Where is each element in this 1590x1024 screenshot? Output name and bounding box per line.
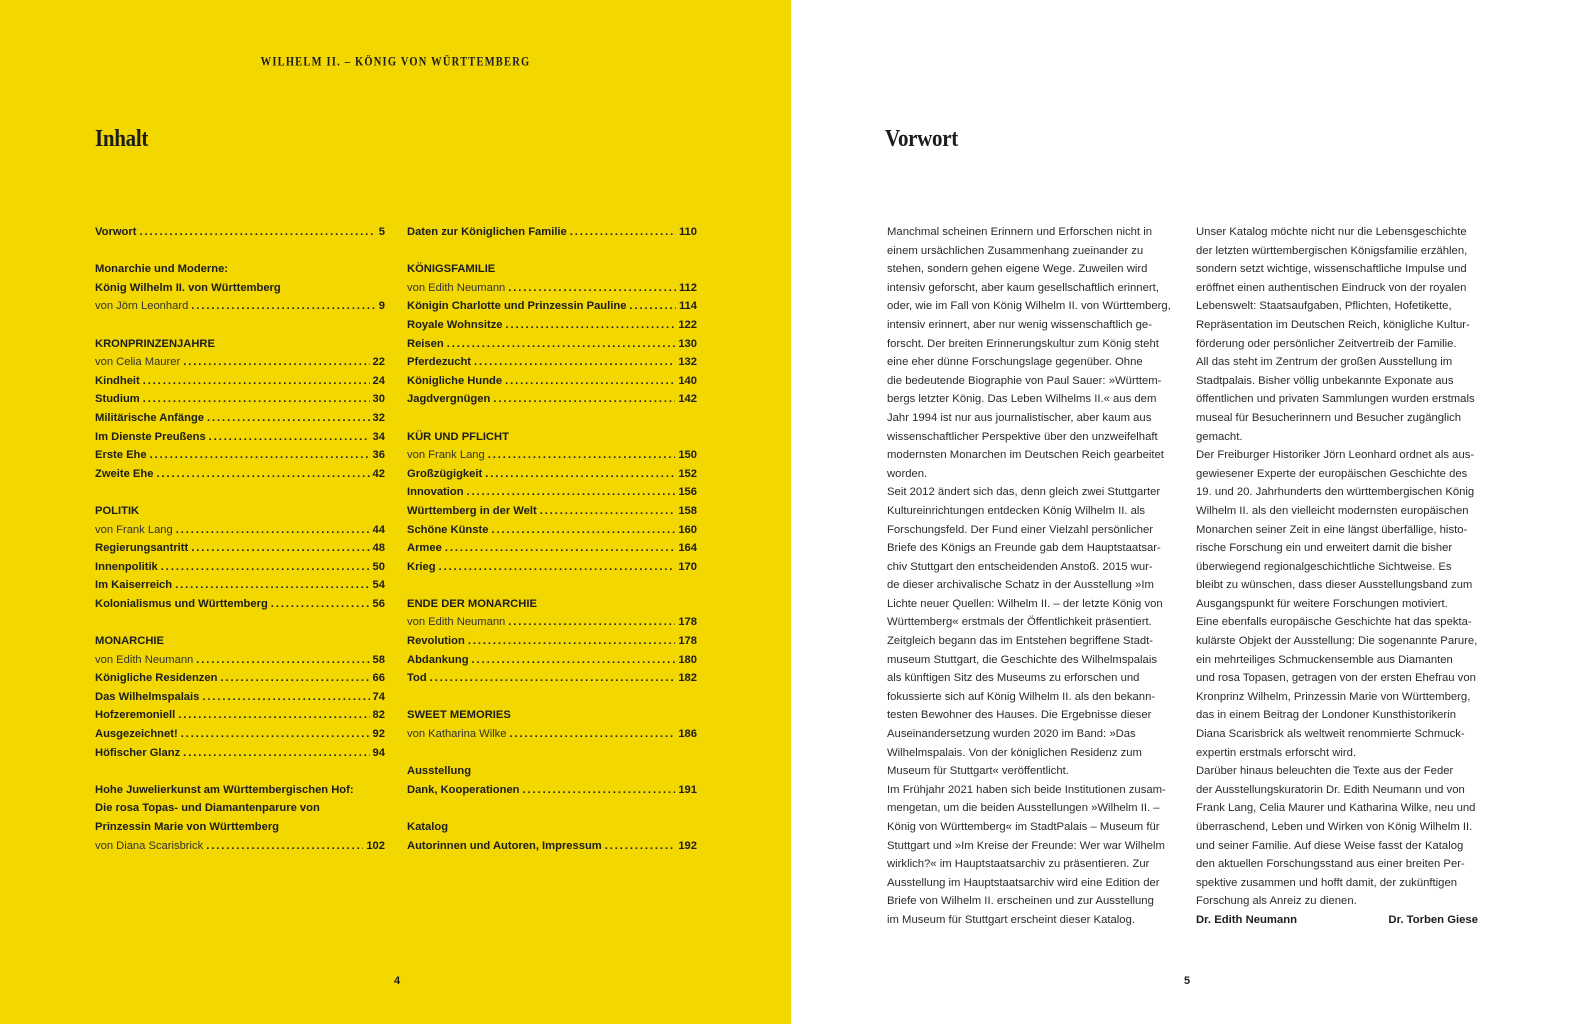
toc-entry-page: 191 bbox=[678, 783, 697, 796]
toc-entry-page: 180 bbox=[678, 653, 697, 666]
toc-heading: POLITIK bbox=[95, 504, 140, 517]
foreword-line: das in einem Beitrag der Londoner Kunsthistorikerin bbox=[1196, 709, 1456, 722]
toc-entry[interactable] bbox=[95, 539, 385, 558]
toc-entry-title: Innenpolitik bbox=[95, 560, 158, 573]
foreword-line: oder, wie im Fall von König Wilhelm II. von Württemberg, bbox=[887, 300, 1171, 313]
foreword-line: Kultureinrichtungen entdecken König Wilhelm II. als bbox=[887, 504, 1146, 517]
foreword-line: Im Frühjahr 2021 haben sich beide Institutionen zusam- bbox=[887, 783, 1166, 796]
toc-entry-title: von Diana Scarisbrick bbox=[95, 839, 204, 852]
toc-entry-page: 56 bbox=[372, 597, 385, 610]
foreword-line: intensiv geforscht, aber kaum gesellschaftlich erinnert, bbox=[887, 281, 1159, 294]
signatures bbox=[1196, 911, 1478, 930]
foreword-line: fokussierte sich auf König Wilhelm II. als den bekann- bbox=[887, 690, 1156, 703]
page-title-inhalt: Inhalt bbox=[95, 124, 149, 152]
running-head: WILHELM II. – KÖNIG VON WÜRTTEMBERG bbox=[260, 56, 531, 69]
toc-entry-title: Innovation bbox=[407, 486, 464, 499]
toc-entry-page: 114 bbox=[678, 300, 697, 313]
toc-heading: Prinzessin Marie von Württemberg bbox=[95, 821, 280, 833]
toc-entry[interactable] bbox=[95, 576, 385, 595]
toc-entry-title: Ausgezeichnet! bbox=[95, 728, 178, 741]
foreword-line: modernsten Monarchen im Deutschen Reich gearbeitet bbox=[887, 449, 1164, 462]
toc-spacer bbox=[407, 576, 697, 595]
toc-entry-title: Regierungsantritt bbox=[95, 542, 189, 555]
dot-leader bbox=[510, 725, 676, 744]
toc-heading: Ausstellung bbox=[407, 765, 472, 778]
dot-leader bbox=[430, 669, 676, 688]
toc-entry-page: 158 bbox=[678, 504, 697, 517]
toc-entry-page: 164 bbox=[678, 542, 697, 555]
toc-entry-page: 36 bbox=[372, 449, 385, 462]
toc-heading: KÖNIGSFAMILIE bbox=[407, 263, 496, 276]
toc-entry[interactable] bbox=[95, 725, 385, 744]
foreword-line: eine eher dünne Forschungslage gegenüber. Ohne bbox=[887, 356, 1143, 369]
toc-entry-title: Im Dienste Preußens bbox=[95, 430, 206, 443]
dot-leader bbox=[181, 725, 370, 744]
foreword-line: wirklich?« im Hauptstaatsarchiv zu präsentieren. Zur bbox=[887, 858, 1150, 871]
dot-leader bbox=[523, 781, 676, 800]
toc-entry-title: Reisen bbox=[407, 337, 444, 350]
dot-leader bbox=[161, 558, 370, 577]
toc-entry-title: Abdankung bbox=[407, 653, 469, 666]
foreword-line: expertin erstmals erforscht wird. bbox=[1196, 746, 1357, 759]
toc-entry[interactable] bbox=[95, 353, 385, 372]
toc-entry-title: Im Kaiserreich bbox=[95, 579, 173, 592]
dot-leader bbox=[491, 521, 675, 540]
foreword-line: im Museum für Stuttgart erscheint dieser Katalog. bbox=[887, 913, 1136, 926]
toc-heading: KRONPRINZENJAHRE bbox=[95, 337, 215, 350]
foreword-line: kulärste Objekt der Ausstellung: Die sogenannte Parure, bbox=[1196, 635, 1478, 648]
foreword-line: mengetan, um die beiden Ausstellungen »Wilhelm II. – bbox=[887, 802, 1160, 815]
dot-leader bbox=[467, 483, 676, 502]
toc-entry[interactable] bbox=[95, 688, 385, 707]
toc-entry[interactable] bbox=[407, 279, 697, 298]
toc-entry[interactable] bbox=[407, 316, 697, 335]
foreword-line: Stadtpalais. Bisher völlig unbekannte Exponate aus bbox=[1196, 374, 1454, 387]
toc-entry-page: 66 bbox=[372, 672, 385, 685]
foreword-line: de dieser archivalische Schatz in der Ausstellung »Im bbox=[887, 579, 1154, 592]
toc-column-2 bbox=[407, 223, 697, 855]
toc-entry-page: 5 bbox=[378, 226, 385, 238]
toc-heading: Monarchie und Moderne: bbox=[95, 263, 229, 276]
toc-entry-page: 122 bbox=[678, 318, 697, 331]
toc-entry[interactable] bbox=[407, 223, 697, 242]
foreword-line: museal für Besucherinnern und Besucher zugänglich bbox=[1196, 411, 1462, 424]
toc-entry-page: 142 bbox=[678, 393, 697, 406]
toc-entry-page: 58 bbox=[372, 653, 385, 666]
toc-entry-page: 30 bbox=[372, 393, 385, 406]
toc-entry[interactable] bbox=[407, 390, 697, 409]
foreword-line: als künftigen Sitz des Museums zu erforschen und bbox=[887, 672, 1140, 685]
page-number-left: 4 bbox=[394, 975, 401, 987]
foreword-line: Jahr 1994 ist nur aus journalistischer, aber kaum aus bbox=[887, 411, 1152, 424]
foreword-line: forscht. Der breiten Erinnerungskultur zum König steht bbox=[887, 337, 1159, 350]
foreword-line: eröffnet einen authentischen Eindruck von der royalen bbox=[1196, 281, 1467, 294]
foreword-line: Ausgangspunkt für weitere Forschungen motiviert. bbox=[1196, 597, 1448, 610]
toc-spacer bbox=[407, 744, 697, 763]
toc-entry-title: von Frank Lang bbox=[95, 523, 173, 536]
toc-entry[interactable] bbox=[407, 335, 697, 354]
dot-leader bbox=[139, 223, 375, 242]
toc-entry-title: Erste Ehe bbox=[95, 449, 147, 462]
signature-name: Dr. Edith Neumann bbox=[1196, 913, 1298, 926]
foreword-line: worden. bbox=[887, 467, 928, 480]
toc-entry[interactable] bbox=[95, 409, 385, 428]
toc-entry-page: 130 bbox=[678, 337, 697, 350]
dot-leader bbox=[508, 279, 676, 298]
foreword-line: gemacht. bbox=[1196, 430, 1243, 443]
toc-entry-title: von Katharina Wilke bbox=[407, 728, 507, 741]
foreword-line: Repräsentation im Deutschen Reich, königliche Kultur- bbox=[1196, 318, 1470, 331]
foreword-line: einem ursächlichen Zusammenhang zueinander zu bbox=[887, 244, 1144, 257]
dot-leader bbox=[209, 428, 370, 447]
toc-entry-title: von Edith Neumann bbox=[95, 653, 194, 666]
foreword-line: Seit 2012 ändert sich das, denn gleich zwei Stuttgarter bbox=[887, 486, 1161, 499]
foreword-line: museum Stuttgart, die Geschichte des Wilhelmspalais bbox=[887, 653, 1157, 666]
foreword-line: bleibt zu wünschen, dass dieser Ausstellungsband zum bbox=[1196, 579, 1473, 592]
dot-leader bbox=[150, 446, 370, 465]
toc-entry-title: Königliche Residenzen bbox=[95, 672, 218, 685]
foreword-line: Auseinandersetzung wurden 2020 im Band: »Das bbox=[887, 728, 1136, 741]
toc-column-1 bbox=[95, 223, 385, 855]
dot-leader bbox=[175, 576, 369, 595]
toc-entry[interactable] bbox=[95, 669, 385, 688]
toc-spacer bbox=[407, 799, 697, 818]
toc-entry[interactable] bbox=[95, 558, 385, 577]
toc-heading: Katalog bbox=[407, 821, 449, 833]
toc-entry-page: 50 bbox=[372, 560, 385, 573]
toc-entry-title: von Jörn Leonhard bbox=[95, 300, 189, 313]
toc-entry-page: 156 bbox=[678, 486, 697, 499]
toc-entry-page: 150 bbox=[678, 449, 697, 462]
toc-entry[interactable] bbox=[407, 613, 697, 632]
foreword-line: gewiesener Experte der europäischen Geschichte des bbox=[1196, 467, 1468, 480]
toc-entry-title: Militärische Anfänge bbox=[95, 411, 204, 424]
dot-leader bbox=[183, 353, 369, 372]
foreword-line: und rosa Topasen, getragen von der ersten Ehefrau von bbox=[1196, 672, 1476, 685]
foreword-line: förderung oder persönlicher Zeitvertreib der Familie. bbox=[1196, 337, 1457, 350]
toc-spacer bbox=[407, 688, 697, 707]
dot-leader bbox=[271, 595, 370, 614]
dot-leader bbox=[439, 558, 676, 577]
toc-entry-page: 42 bbox=[372, 467, 385, 480]
toc-entry-page: 112 bbox=[678, 281, 697, 294]
toc-entry-title: Kolonialismus und Württemberg bbox=[95, 597, 268, 610]
toc-entry-page: 170 bbox=[678, 560, 697, 573]
foreword-line: Eine ebenfalls europäische Geschichte hat das spekta- bbox=[1196, 616, 1472, 629]
foreword-line: Lichte neuer Quellen: Wilhelm II. – der letzte König von bbox=[887, 597, 1163, 610]
dot-leader bbox=[445, 539, 676, 558]
toc-entry[interactable] bbox=[407, 669, 697, 688]
toc-entry-title: Studium bbox=[95, 393, 140, 406]
toc-entry[interactable] bbox=[407, 446, 697, 465]
toc-entry-page: 22 bbox=[372, 356, 385, 369]
dot-leader bbox=[508, 613, 675, 632]
dot-leader bbox=[202, 688, 369, 707]
toc-entry-title: Autorinnen und Autoren, Impressum bbox=[407, 839, 602, 852]
toc-entry-page: 9 bbox=[378, 300, 385, 313]
foreword-line: die bedeutende Biographie von Paul Sauer: »Württem- bbox=[887, 374, 1162, 387]
foreword-line: überwiegend regionalgeschichtliche Sichtweise. Es bbox=[1196, 560, 1452, 573]
foreword-line: spektive zusammen und hofft damit, der zukünftigen bbox=[1196, 876, 1458, 889]
toc-entry-page: 44 bbox=[372, 523, 385, 536]
foreword-line: der letzten württembergischen Königsfamilie erzählen, bbox=[1196, 244, 1468, 257]
toc-entry-page: 110 bbox=[678, 226, 697, 238]
dot-leader bbox=[472, 651, 676, 670]
toc-entry[interactable] bbox=[95, 428, 385, 447]
toc-entry-page: 32 bbox=[372, 411, 385, 424]
toc-heading: König Wilhelm II. von Württemberg bbox=[95, 281, 281, 294]
toc-entry-title: Kindheit bbox=[95, 374, 140, 387]
toc-entry-page: 102 bbox=[366, 839, 385, 852]
toc-heading: Hohe Juwelierkunst am Württembergischen Hof: bbox=[95, 783, 354, 796]
toc-entry-title: Dank, Kooperationen bbox=[407, 783, 520, 796]
foreword-line: Stuttgart und »Im Kreise der Freunde: Wer war Wilhelm bbox=[887, 839, 1165, 852]
dot-leader bbox=[485, 465, 675, 484]
toc-entry-title: Revolution bbox=[407, 635, 465, 648]
toc-entry-title: Vorwort bbox=[95, 226, 137, 238]
foreword-line: sondern setzt wichtige, wissenschaftliche Impulse und bbox=[1196, 263, 1467, 276]
foreword-line: Lebenswelt: Staatsaufgaben, Pflichten, Hofetikette, bbox=[1196, 300, 1452, 313]
toc-entry-page: 82 bbox=[372, 709, 385, 722]
toc-entry-page: 152 bbox=[678, 467, 697, 480]
dot-leader bbox=[540, 502, 676, 521]
foreword-line: der Ausstellungskuratorin Dr. Edith Neumann und von bbox=[1196, 783, 1465, 796]
toc-entry[interactable] bbox=[95, 744, 385, 763]
toc-entry[interactable] bbox=[407, 837, 697, 856]
toc-entry[interactable] bbox=[95, 390, 385, 409]
toc-entry-title: Krieg bbox=[407, 560, 436, 573]
toc-spacer bbox=[407, 409, 697, 428]
toc-entry[interactable] bbox=[407, 483, 697, 502]
toc-entry[interactable] bbox=[407, 539, 697, 558]
toc-entry-title: Royale Wohnsitze bbox=[407, 318, 503, 331]
dot-leader bbox=[605, 837, 676, 856]
foreword-line: 19. und 20. Jahrhunderts den württembergischen König bbox=[1196, 486, 1475, 499]
foreword-line: den aktuellen Forschungsstand aus einer breiten Per- bbox=[1196, 858, 1465, 871]
toc-entry-title: Großzügigkeit bbox=[407, 467, 483, 480]
foreword-line: Unser Katalog möchte nicht nur die Lebensgeschichte bbox=[1196, 226, 1467, 238]
foreword-line: Diana Scarisbrick als weltweit renommierte Schmuck- bbox=[1196, 728, 1465, 741]
foreword-line: Briefe des Königs an Freunde gab dem Hauptstaatsar- bbox=[887, 542, 1161, 555]
toc-entry-page: 140 bbox=[678, 374, 697, 387]
dot-leader bbox=[176, 521, 370, 540]
dot-leader bbox=[493, 390, 675, 409]
toc-entry-title: Höfischer Glanz bbox=[95, 746, 181, 759]
foreword-line: Ausstellung im Hauptstaatsarchiv wird eine Edition der bbox=[887, 876, 1160, 889]
toc-entry-page: 178 bbox=[678, 635, 697, 648]
toc-entry[interactable] bbox=[407, 725, 697, 744]
foreword-line: rische Forschung ein und erweitert damit die bisher bbox=[1196, 542, 1453, 555]
toc-entry-title: von Edith Neumann bbox=[407, 281, 506, 294]
toc-entry-page: 182 bbox=[678, 672, 697, 685]
toc-entry[interactable] bbox=[95, 223, 385, 242]
toc-entry[interactable] bbox=[407, 521, 697, 540]
toc-entry-page: 48 bbox=[372, 542, 385, 555]
toc-entry-page: 34 bbox=[372, 430, 385, 443]
toc-entry-page: 94 bbox=[372, 746, 385, 759]
toc-heading: KÜR UND PFLICHT bbox=[407, 430, 509, 443]
foreword-line: wissenschaftlicher Perspektive über den unzweifelhaft bbox=[887, 430, 1158, 443]
toc-entry[interactable] bbox=[407, 632, 697, 651]
toc-entry-title: Königliche Hunde bbox=[407, 374, 503, 387]
foreword-line: intensiv erinnert, aber nur wenig wissenschaftlich ge- bbox=[887, 318, 1152, 331]
foreword-column-1 bbox=[887, 223, 1187, 930]
dot-leader bbox=[488, 446, 676, 465]
dot-leader bbox=[505, 372, 675, 391]
foreword-line: stehen, sondern gehen eigene Wege. Zuweilen wird bbox=[887, 263, 1148, 276]
dot-leader bbox=[196, 651, 369, 670]
foreword-line: Zeitgleich begann das im Entstehen begriffene Stadt- bbox=[887, 635, 1154, 648]
toc-entry[interactable] bbox=[95, 521, 385, 540]
toc-spacer bbox=[95, 242, 385, 261]
toc-spacer bbox=[95, 483, 385, 502]
toc-entry-title: Zweite Ehe bbox=[95, 467, 154, 480]
toc-spacer bbox=[407, 242, 697, 261]
dot-leader bbox=[474, 353, 675, 372]
toc-heading: Die rosa Topas- und Diamantenparure von bbox=[95, 802, 320, 815]
foreword-line: Frank Lang, Celia Maurer und Katharina Wilke, neu und bbox=[1196, 802, 1476, 815]
toc-entry-title: Tod bbox=[407, 672, 427, 685]
toc-entry[interactable] bbox=[95, 446, 385, 465]
toc-entry-page: 192 bbox=[678, 839, 697, 852]
toc-entry[interactable] bbox=[407, 502, 697, 521]
foreword-line: Wilhelm II. als den vielleicht modernsten europäischen bbox=[1196, 504, 1469, 517]
foreword-line: Kronprinz Wilhelm, Prinzessin Marie von Württemberg, bbox=[1196, 690, 1471, 703]
toc-entry[interactable] bbox=[407, 465, 697, 484]
dot-leader bbox=[570, 223, 676, 242]
foreword-line: Manchmal scheinen Erinnern und Erforschen nicht in bbox=[887, 226, 1152, 238]
toc-entry-page: 24 bbox=[372, 374, 385, 387]
toc-entry[interactable] bbox=[95, 372, 385, 391]
dot-leader bbox=[220, 669, 369, 688]
page-number-right: 5 bbox=[1184, 975, 1191, 987]
toc-entry-page: 186 bbox=[678, 728, 697, 741]
foreword-line: überraschend, Leben und Wirken von König Wilhelm II. bbox=[1196, 821, 1473, 833]
toc-entry-title: Württemberg in der Welt bbox=[407, 504, 537, 517]
toc-entry-page: 54 bbox=[372, 579, 385, 592]
toc-entry[interactable] bbox=[95, 837, 385, 856]
toc-entry-title: von Edith Neumann bbox=[407, 616, 506, 629]
foreword-line: Briefe von Wilhelm II. erscheinen und zur Ausstellung bbox=[887, 895, 1154, 908]
toc-entry[interactable] bbox=[95, 465, 385, 484]
foreword-line: Der Freiburger Historiker Jörn Leonhard ordnet als aus- bbox=[1196, 449, 1475, 462]
page-title-vorwort: Vorwort bbox=[885, 124, 958, 152]
toc-entry[interactable] bbox=[407, 297, 697, 316]
foreword-line: chiv Stuttgart den entscheidenden Anstoß. 2015 wur- bbox=[887, 560, 1153, 573]
foreword-line: Württemberg« erstmals der Öffentlichkeit präsentiert. bbox=[887, 616, 1152, 629]
foreword-line: und seiner Familie. Auf diese Weise fasst der Katalog bbox=[1196, 839, 1464, 852]
foreword-line: Monarchen seiner Zeit in eine längst überfällige, histo- bbox=[1196, 523, 1468, 536]
toc-entry-title: Hofzeremoniell bbox=[95, 709, 176, 722]
toc-entry[interactable] bbox=[95, 595, 385, 614]
toc-entry-title: Pferdezucht bbox=[407, 356, 472, 369]
dot-leader bbox=[183, 744, 369, 763]
toc-entry-title: von Frank Lang bbox=[407, 449, 485, 462]
foreword-line: Forschung als Anreiz zu dienen. bbox=[1196, 895, 1357, 908]
toc-entry[interactable] bbox=[407, 558, 697, 577]
foreword-line: bergs letzter König. Das Leben Wilhelms II.« aus dem bbox=[887, 393, 1157, 406]
toc-entry[interactable] bbox=[95, 297, 385, 316]
toc-entry[interactable] bbox=[95, 706, 385, 725]
dot-leader bbox=[206, 837, 363, 856]
toc-entry-title: Daten zur Königlichen Familie bbox=[407, 226, 567, 238]
toc-entry[interactable] bbox=[407, 651, 697, 670]
toc-entry-title: Das Wilhelmspalais bbox=[95, 690, 200, 703]
foreword-line: Darüber hinaus beleuchten die Texte aus der Feder bbox=[1196, 765, 1454, 778]
toc-entry-page: 74 bbox=[372, 690, 385, 703]
toc-spacer bbox=[95, 316, 385, 335]
dot-leader bbox=[143, 390, 370, 409]
left-page bbox=[0, 0, 791, 1024]
dot-leader bbox=[207, 409, 370, 428]
foreword-line: öffentlichen und privaten Sammlungen wurden erstmals bbox=[1196, 393, 1475, 406]
dot-leader bbox=[156, 465, 369, 484]
signature-name: Dr. Torben Giese bbox=[1388, 913, 1478, 926]
toc-heading: ENDE DER MONARCHIE bbox=[407, 597, 537, 610]
toc-entry[interactable] bbox=[407, 353, 697, 372]
foreword-column-2 bbox=[1196, 223, 1496, 930]
foreword-line: ein mehrteiliges Schmuckensemble aus Diamanten bbox=[1196, 653, 1453, 666]
foreword-line: König von Württemberg« im StadtPalais – Museum für bbox=[887, 821, 1160, 833]
toc-entry-title: Jagdvergnügen bbox=[407, 393, 491, 406]
toc-entry-title: Königin Charlotte und Prinzessin Pauline bbox=[407, 300, 627, 313]
toc-spacer bbox=[95, 762, 385, 781]
toc-entry[interactable] bbox=[407, 781, 697, 800]
toc-heading: SWEET MEMORIES bbox=[407, 709, 511, 722]
dot-leader bbox=[447, 335, 676, 354]
toc-entry-page: 178 bbox=[678, 616, 697, 629]
foreword-line: All das steht im Zentrum der großen Ausstellung im bbox=[1196, 356, 1453, 369]
foreword-line: Forschungsfeld. Der Fund einer Vielzahl persönlicher bbox=[887, 523, 1154, 536]
foreword-line: Wilhelmspalais. Von der königlichen Residenz zum bbox=[887, 746, 1142, 759]
toc-entry-title: Armee bbox=[407, 542, 442, 555]
dot-leader bbox=[191, 297, 375, 316]
dot-leader bbox=[143, 372, 370, 391]
toc-entry[interactable] bbox=[407, 372, 697, 391]
foreword-line: Museum für Stuttgart« veröffentlicht. bbox=[887, 765, 1069, 778]
toc-heading: MONARCHIE bbox=[95, 635, 164, 648]
dot-leader bbox=[629, 297, 676, 316]
toc-entry-title: Schöne Künste bbox=[407, 523, 489, 536]
toc-entry-page: 160 bbox=[678, 523, 697, 536]
toc-entry-page: 132 bbox=[678, 356, 697, 369]
dot-leader bbox=[506, 316, 676, 335]
toc-spacer bbox=[95, 613, 385, 632]
foreword-line: testen Bewohner des Hauses. Die Ergebnisse dieser bbox=[887, 709, 1152, 722]
dot-leader bbox=[178, 706, 369, 725]
dot-leader bbox=[468, 632, 676, 651]
toc-entry[interactable] bbox=[95, 651, 385, 670]
toc-entry-title: von Celia Maurer bbox=[95, 356, 181, 369]
dot-leader bbox=[191, 539, 369, 558]
toc-entry-page: 92 bbox=[372, 728, 385, 741]
